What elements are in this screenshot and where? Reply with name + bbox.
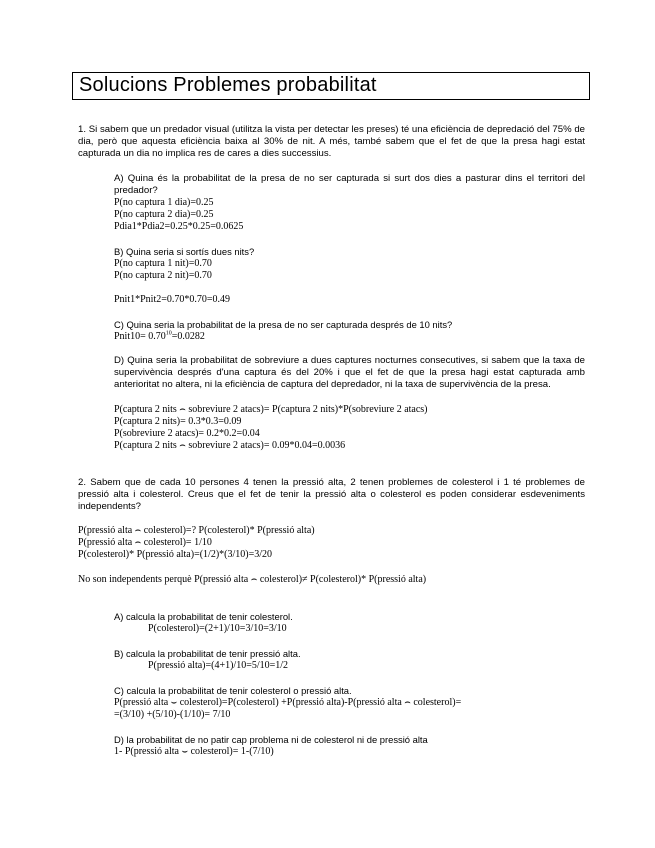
answer-1b-line-3: Pnit1*Pnit2=0.70*0.70=0.49 xyxy=(114,294,231,305)
answer-1c-base: Pnit10= 0.70 xyxy=(114,331,166,342)
question-2c: C) calcula la probabilitat de tenir colesterol o pressió alta. xyxy=(114,685,352,696)
answer-1b-line-2: P(no captura 2 nit)=0.70 xyxy=(114,270,212,281)
independence-line-3: P(colesterol)* P(pressió alta)=(1/2)*(3/10)=3/20 xyxy=(78,549,273,560)
answer-1a-line-2: P(no captura 2 dia)=0.25 xyxy=(114,209,214,220)
question-1d: D) Quina seria la probabilitat de sobreviure a dues captures nocturnes consecutives, si sabem que la taxa de supervivència després d'una captura és del 20% i que el fet de que la presa hagi estat capturada amb anterioritat no altera, ni la eficiència de captura del depredador, ni la taxa de supervivència de la presa. xyxy=(114,355,585,391)
answer-1d-line-2: P(captura 2 nits)= 0.3*0.3=0.09 xyxy=(114,416,242,427)
independence-conclusion: No son independents perquè P(pressió alta ⌢ colesterol)≠ P(colesterol)* P(pressió alta) xyxy=(78,574,427,585)
answer-1a-line-1: P(no captura 1 dia)=0.25 xyxy=(114,197,214,208)
answer-1d-line-4: P(captura 2 nits ⌢ sobreviure 2 atacs)= 0.09*0.04=0.0036 xyxy=(114,440,346,451)
answer-1c xyxy=(114,331,205,343)
title-box xyxy=(72,72,590,100)
answer-1d-line-3: P(sobreviure 2 atacs)= 0.2*0.2=0.04 xyxy=(114,428,260,439)
answer-1a-line-3: Pdia1*Pdia2=0.25*0.25=0.0625 xyxy=(114,221,244,232)
answer-1c-exponent: 10 xyxy=(165,330,172,337)
answer-2c-line-2: =(3/10) +(5/10)-(1/10)= 7/10 xyxy=(114,709,231,720)
question-1a: A) Quina és la probabilitat de la presa de no ser capturada si surt dos dies a pasturar dins el territori del predador? xyxy=(114,173,585,197)
problem-1-statement: 1. Si sabem que un predador visual (utilitza la vista per detectar les preses) té una eficiència de depredació del 75% de dia, però que aquesta eficiència baixa al 30% de nit. A més, també sabem que el fet de que la presa hagi estat capturada un dia no implica res de cares a dies successius. xyxy=(78,124,585,160)
question-2d: D) la probabilitat de no patir cap problema ni de colesterol ni de pressió alta xyxy=(114,734,428,745)
answer-1c-result: =0.0282 xyxy=(171,331,205,342)
independence-line-2: P(pressió alta ⌢ colesterol)= 1/10 xyxy=(78,537,212,548)
answer-2c-line-1: P(pressió alta ⌣ colesterol)=P(colesterol) +P(pressió alta)-P(pressió alta ⌢ colesterol)= xyxy=(114,697,462,708)
answer-1d-line-1: P(captura 2 nits ⌢ sobreviure 2 atacs)= P(captura 2 nits)*P(sobreviure 2 atacs) xyxy=(114,404,428,415)
answer-1b-line-1: P(no captura 1 nit)=0.70 xyxy=(114,258,212,269)
answer-2d: 1- P(pressió alta ⌣ colesterol)= 1-(7/10) xyxy=(114,746,274,757)
problem-2-statement: 2. Sabem que de cada 10 persones 4 tenen la pressió alta, 2 tenen problemes de colesterol i 1 té problemes de pressió alta i colesterol. Creus que el fet de tenir la pressió alta o colesterol es poden considerar esdeveniments independents? xyxy=(78,477,585,513)
question-1c: C) Quina seria la probabilitat de la presa de no ser capturada després de 10 nits? xyxy=(114,319,453,330)
answer-2b: P(pressió alta)=(4+1)/10=5/10=1/2 xyxy=(148,660,289,671)
question-2a: A) calcula la probabilitat de tenir colesterol. xyxy=(114,611,293,622)
question-2b: B) calcula la probabilitat de tenir pressió alta. xyxy=(114,648,301,659)
answer-2a: P(colesterol)=(2+1)/10=3/10=3/10 xyxy=(148,623,287,634)
page-title: Solucions Problemes probabilitat xyxy=(79,74,377,96)
question-1b: B) Quina seria si sortís dues nits? xyxy=(114,246,255,257)
independence-line-1: P(pressió alta ⌢ colesterol)=? P(colesterol)* P(pressió alta) xyxy=(78,525,315,536)
